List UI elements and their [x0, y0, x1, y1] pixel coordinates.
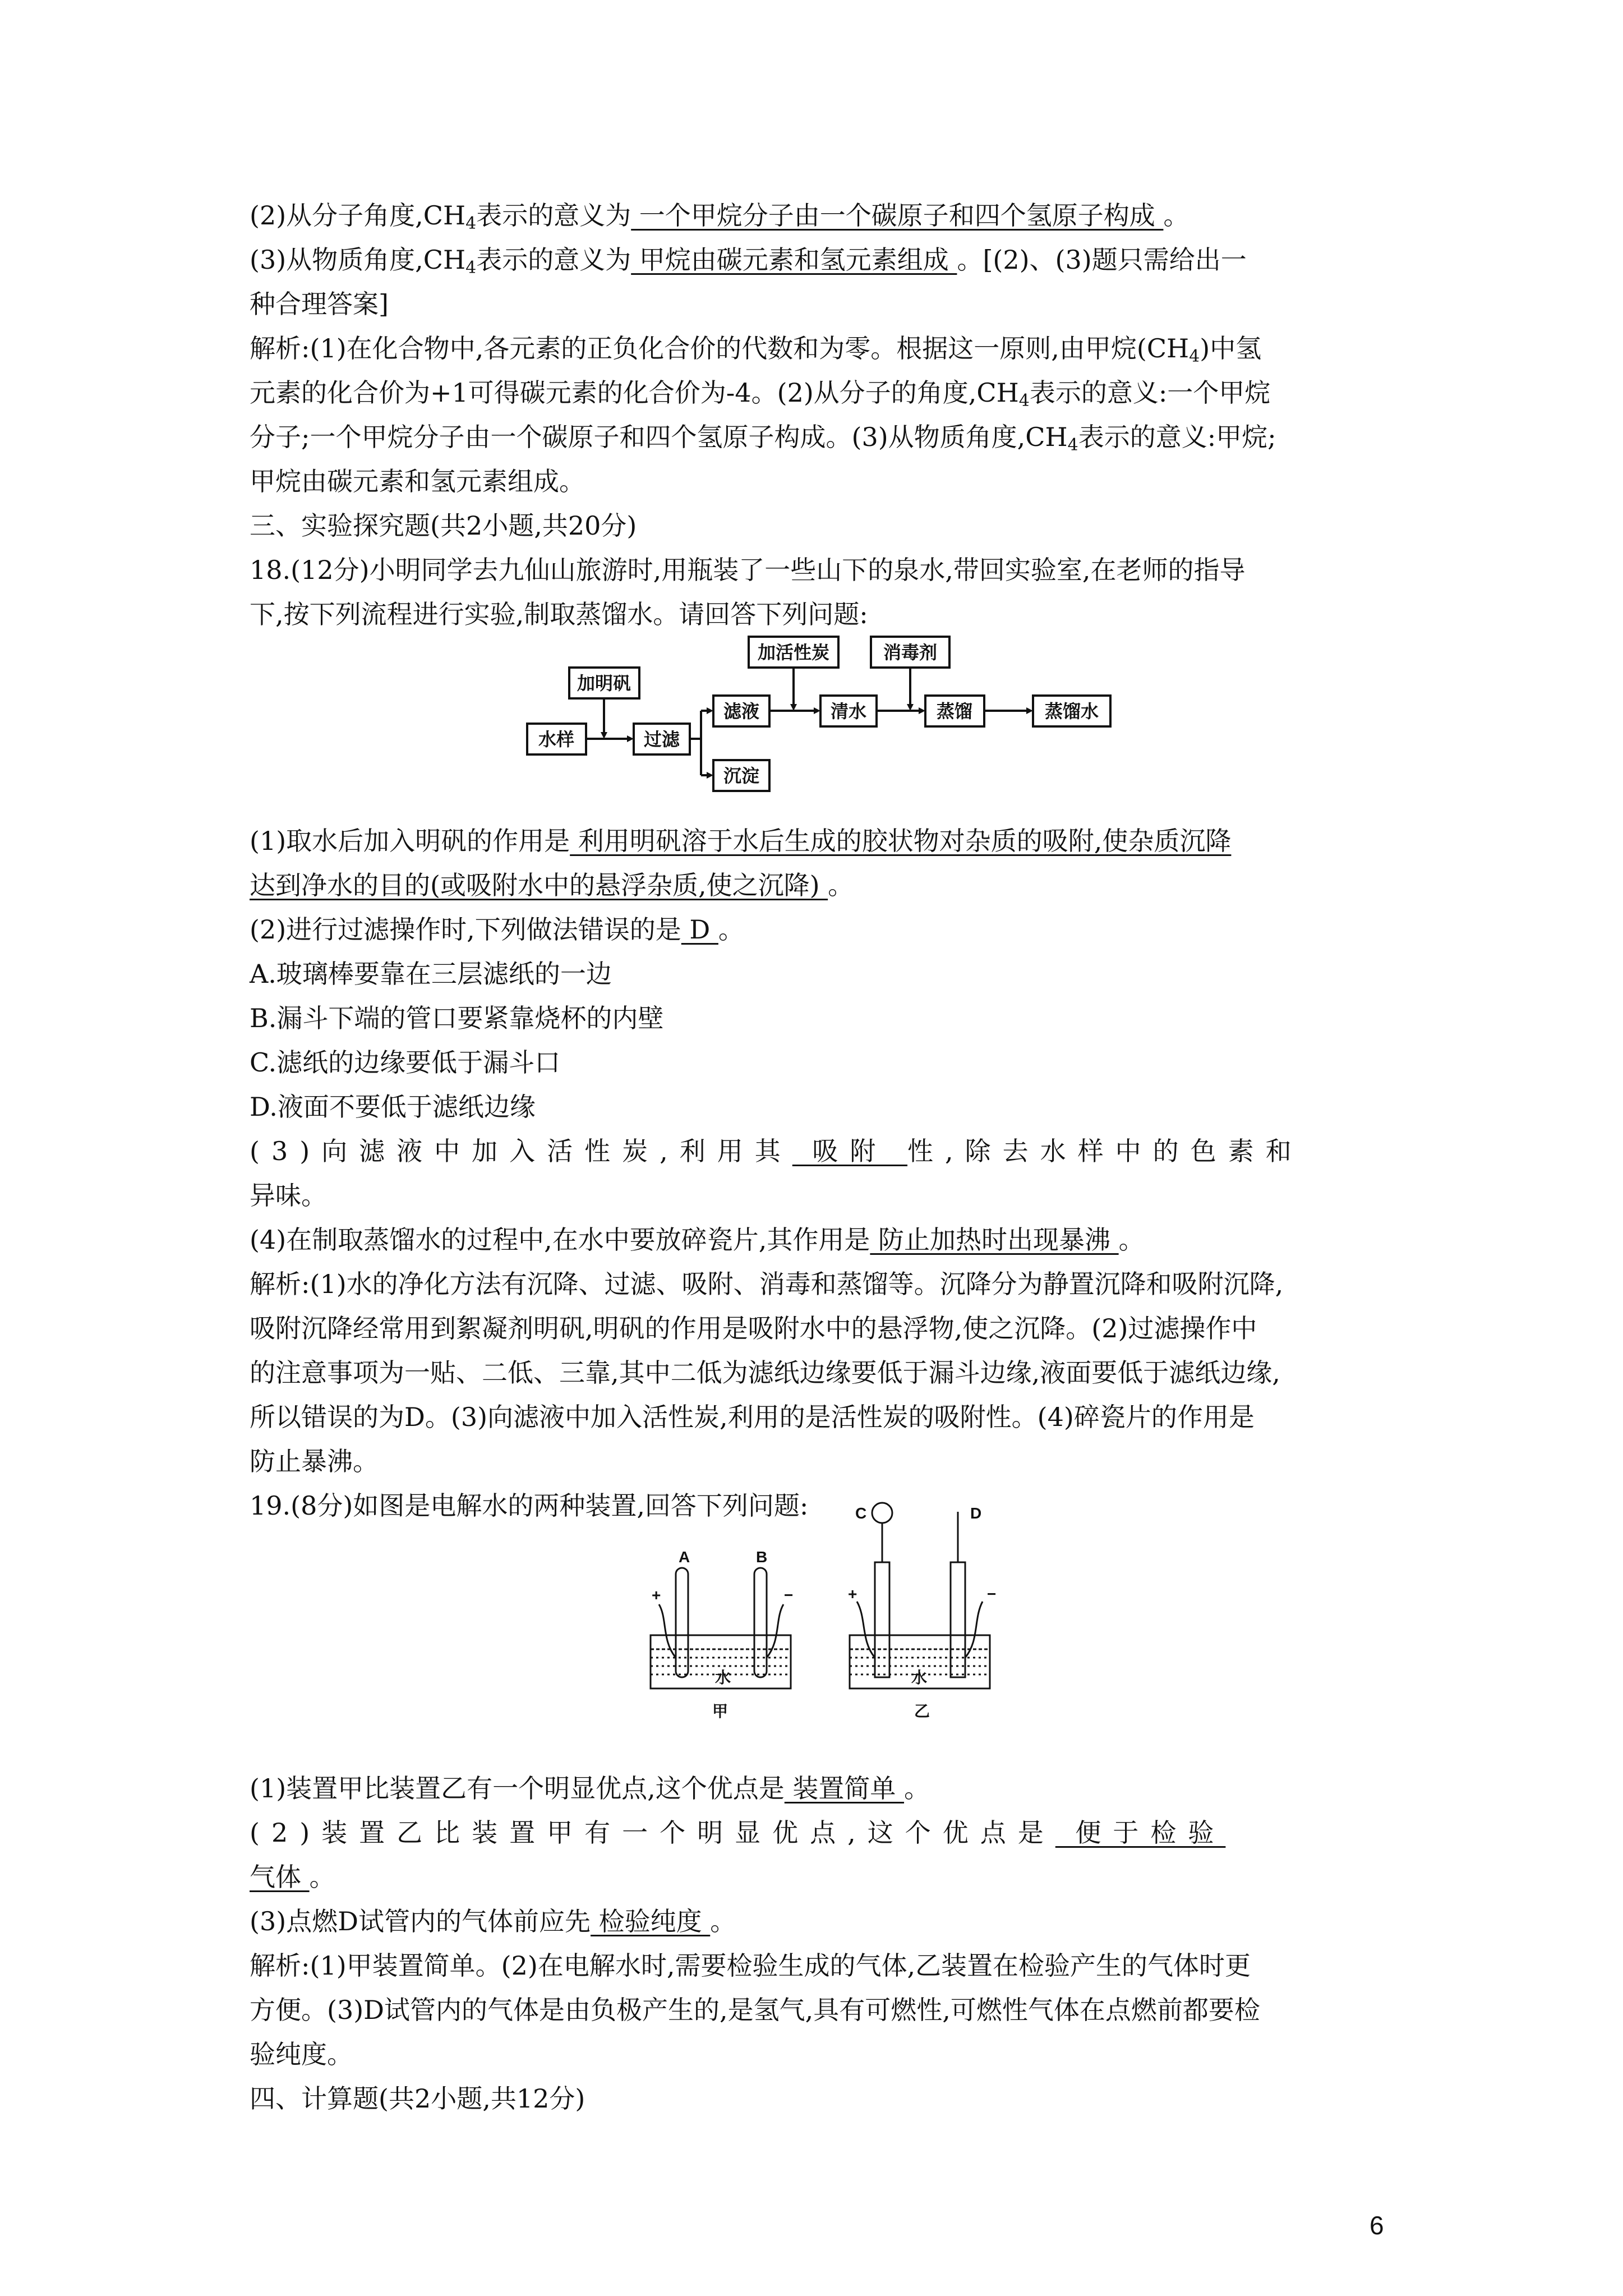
text: (3)点燃D试管内的气体前应先	[250, 1906, 591, 1936]
analysis-line: 吸附沉降经常用到絮凝剂明矾,明矾的作用是吸附水中的悬浮物,使之沉降。(2)过滤操作中	[250, 1313, 1257, 1343]
q18-part1	[250, 819, 1394, 863]
answer: 吸附	[792, 1136, 908, 1166]
electrolysis-apparatus-figure	[617, 1489, 1021, 1725]
label-d: D	[970, 1504, 982, 1522]
text: 。	[718, 914, 744, 945]
box-distill	[925, 696, 984, 726]
analysis-line	[250, 371, 1394, 415]
box-label: 加明矾	[577, 673, 631, 694]
q19-part2	[250, 1811, 1394, 1855]
apparatus-yi	[850, 1503, 990, 1688]
option: D.液面不要低于滤纸边缘	[250, 1092, 536, 1122]
q19-part3	[250, 1899, 1394, 1944]
label-jia: 甲	[712, 1703, 728, 1720]
analysis-line: 防止暴沸。	[250, 1446, 379, 1476]
text: (1)装置甲比装置乙有一个明显优点,这个优点是	[250, 1773, 785, 1803]
text: (3)从物质角度,CH	[250, 245, 466, 275]
answer: 利用明矾溶于水后生成的胶状物对杂质的吸附,使杂质沉降	[570, 826, 1232, 856]
answer: D	[681, 914, 718, 945]
box-label: 滤液	[723, 701, 760, 722]
label-minus: −	[784, 1586, 794, 1604]
text: (2)装置乙比装置甲有一个明显优点,这个优点是	[250, 1818, 1055, 1848]
option: A.玻璃棒要靠在三层滤纸的一边	[250, 959, 612, 989]
page-number: 6	[1370, 2211, 1384, 2240]
subscript: 4	[465, 258, 477, 278]
label-yi: 乙	[914, 1703, 930, 1720]
text: (4)在制取蒸馏水的过程中,在水中要放碎瓷片,其作用是	[250, 1225, 870, 1255]
label-minus: −	[987, 1585, 997, 1603]
box-add-alum	[569, 668, 639, 698]
text: 元素的化合价为+1可得碳元素的化合价为-4。(2)从分子的角度,CH	[250, 378, 1019, 408]
q19-stem: 19.(8分)如图是电解水的两种装置,回答下列问题:	[250, 1490, 809, 1521]
q18-stem: 下,按下列流程进行实验,制取蒸馏水。请回答下列问题:	[250, 599, 868, 629]
box-filtrate	[713, 696, 769, 726]
analysis-line: 的注意事项为一贴、二低、三靠,其中二低为滤纸边缘要低于漏斗边缘,液面要低于滤纸边缘,	[250, 1358, 1280, 1388]
text: 。	[904, 1773, 930, 1803]
box-label: 加活性炭	[757, 642, 830, 663]
q19-part2-cont	[250, 1855, 1394, 1899]
text: (1)取水后加入明矾的作用是	[250, 826, 570, 856]
box-carbon	[749, 637, 838, 668]
subscript: 4	[465, 214, 477, 233]
answer: 便于检验	[1055, 1818, 1226, 1848]
text: (3)向滤液中加入活性炭,利用其	[250, 1136, 792, 1166]
text: 表示的意义为	[476, 245, 631, 275]
text: (2)进行过滤操作时,下列做法错误的是	[250, 914, 681, 945]
answer: 达到净水的目的(或吸附水中的悬浮杂质,使之沉降)	[250, 870, 828, 900]
subscript: 4	[1189, 347, 1200, 366]
text: 。	[1163, 200, 1189, 231]
text: 表示的意义为	[476, 200, 631, 231]
subscript: 4	[1067, 435, 1078, 455]
q18-part4	[250, 1218, 1394, 1262]
text: 。	[1118, 1225, 1145, 1255]
text: 。[(2)、(3)题只需给出一	[957, 245, 1247, 275]
analysis-line	[250, 326, 1394, 371]
label-water: 水	[715, 1669, 731, 1686]
analysis-line	[250, 415, 1394, 459]
answer: 一个甲烷分子由一个碳原子和四个氢原子构成	[631, 200, 1164, 231]
analysis-line: 甲烷由碳元素和氢元素组成。	[250, 466, 585, 496]
box-label: 蒸馏水	[1044, 701, 1099, 722]
answer: 检验纯度	[591, 1906, 711, 1936]
option: B.漏斗下端的管口要紧靠烧杯的内壁	[250, 1003, 664, 1033]
box-label: 过滤	[643, 729, 680, 750]
q17-part3	[250, 238, 1394, 282]
answer: 气体	[250, 1862, 310, 1892]
box-disinfectant	[871, 637, 949, 668]
box-label: 清水	[830, 701, 867, 722]
analysis-line: 方便。(3)D试管内的气体是由负极产生的,是氢气,具有可燃性,可燃性气体在点燃前都要检	[250, 1995, 1260, 2025]
q17-part2	[250, 194, 1394, 238]
text: 表示的意义:一个甲烷	[1029, 378, 1271, 408]
analysis-line: 所以错误的为D。(3)向滤液中加入活性炭,利用的是活性炭的吸附性。(4)碎瓷片的作用是	[250, 1402, 1255, 1432]
q18-part3	[250, 1129, 1394, 1174]
box-label: 水样	[538, 729, 575, 750]
box-label: 消毒剂	[883, 642, 938, 663]
label-b: B	[756, 1548, 768, 1566]
q19-part1	[250, 1766, 1394, 1811]
box-clear-water	[820, 696, 877, 726]
q18-part2	[250, 908, 1394, 952]
answer: 防止加热时出现暴沸	[870, 1225, 1119, 1255]
text: 。	[710, 1906, 736, 1936]
label-plus: +	[652, 1586, 661, 1604]
text: (2)从分子角度,CH	[250, 200, 466, 231]
subscript: 4	[1018, 391, 1030, 411]
water-purification-flowchart	[524, 631, 1113, 813]
q18-part3-cont: 异味。	[250, 1180, 327, 1211]
text: 。	[309, 1862, 335, 1892]
option: C.滤纸的边缘要低于漏斗口	[250, 1047, 561, 1078]
text: 表示的意义:甲烷;	[1078, 422, 1276, 452]
text: 性,除去水样中的色素和	[907, 1136, 1303, 1166]
label-water: 水	[911, 1669, 928, 1686]
box-precipitate	[713, 760, 769, 791]
label-c: C	[855, 1504, 867, 1522]
q17-note: 种合理答案]	[250, 289, 389, 319]
box-distilled-water	[1033, 696, 1110, 726]
box-sample	[527, 724, 586, 754]
label-plus: +	[848, 1585, 857, 1603]
box-label: 蒸馏	[936, 701, 973, 722]
answer: 装置简单	[784, 1773, 905, 1803]
analysis-line: 解析:(1)甲装置简单。(2)在电解水时,需要检验生成的气体,乙装置在检验产生的气体时更	[250, 1950, 1251, 1981]
document-page	[250, 194, 1394, 2121]
q18-part1-cont	[250, 863, 1394, 908]
label-a: A	[679, 1548, 690, 1566]
q18-stem: 18.(12分)小明同学去九仙山旅游时,用瓶装了一些山下的泉水,带回实验室,在老师的指导	[250, 555, 1246, 585]
box-label: 沉淀	[723, 765, 760, 786]
section-heading: 四、计算题(共2小题,共12分)	[250, 2083, 585, 2114]
answer: 甲烷由碳元素和氢元素组成	[631, 245, 957, 275]
analysis-line: 验纯度。	[250, 2039, 353, 2069]
section-heading: 三、实验探究题(共2小题,共20分)	[250, 510, 637, 541]
text: )中氢	[1200, 333, 1262, 364]
text: 分子;一个甲烷分子由一个碳原子和四个氢原子构成。(3)从物质角度,CH	[250, 422, 1068, 452]
text: 。	[828, 870, 854, 900]
analysis-line: 解析:(1)水的净化方法有沉降、过滤、吸附、消毒和蒸馏等。沉降分为静置沉降和吸附沉降,	[250, 1269, 1284, 1299]
box-filter	[634, 724, 690, 754]
text: 解析:(1)在化合物中,各元素的正负化合价的代数和为零。根据这一原则,由甲烷(CH	[250, 333, 1189, 364]
